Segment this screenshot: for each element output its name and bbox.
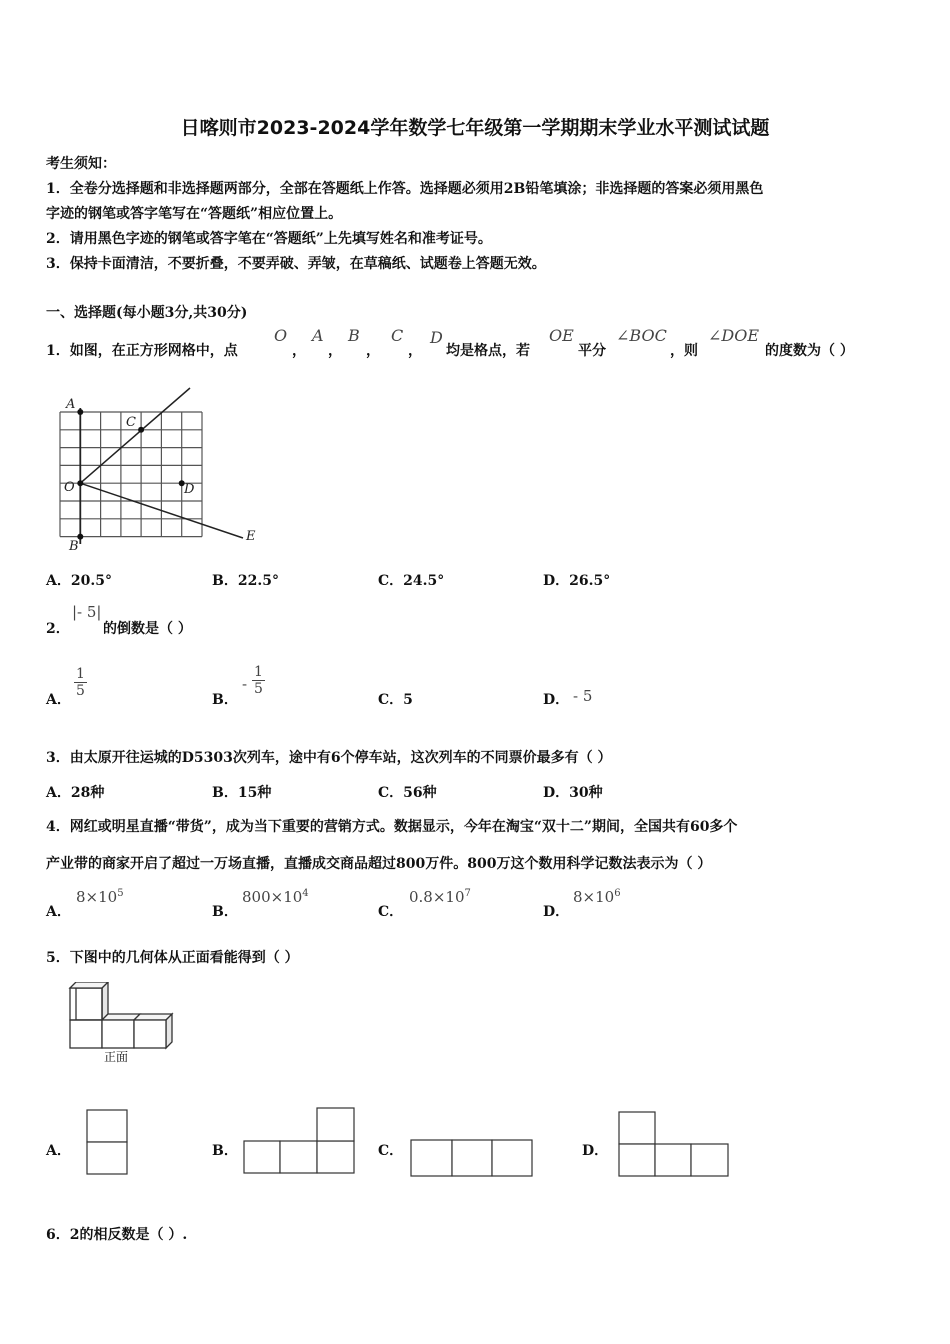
notice-heading: 考生须知： xyxy=(46,156,116,172)
q2-option-b-fraction[interactable] xyxy=(252,664,265,697)
q1-angle-doe: ∠DOE xyxy=(708,326,760,345)
q1-point-b: B xyxy=(348,326,360,345)
grid-lines xyxy=(60,412,202,537)
q2-option-b-sign: - xyxy=(242,675,248,693)
q1-comma: ， xyxy=(292,343,306,359)
fraction-denominator: 5 xyxy=(76,683,85,699)
q1-grid-figure xyxy=(55,382,265,552)
notice-line-3: 3．保持卡面清洁，不要折叠，不要弄破、弄皱，在草稿纸、试题卷上答题无效。 xyxy=(46,256,546,272)
q1-oe: OE xyxy=(549,326,574,345)
q3-option-d[interactable]: D．30种 xyxy=(543,785,603,801)
label-e: E xyxy=(246,529,256,544)
q1-point-o: O xyxy=(274,326,288,345)
q2-option-b-letter[interactable]: B． xyxy=(212,692,238,708)
notice-line-1: 1．全卷分选择题和非选择题两部分，全部在答题纸上作答。选择题必须用2B铅笔填涂；非选择题的答案必须用黑色 xyxy=(46,181,764,197)
q5-text: 5．下图中的几何体从正面看能得到（ ） xyxy=(46,950,299,966)
label-o: O xyxy=(64,480,75,495)
q1-option-a[interactable]: A．20.5° xyxy=(46,573,112,589)
q1-option-d[interactable]: D．26.5° xyxy=(543,573,611,589)
q1-text-3: 平分 xyxy=(578,343,606,359)
q2-option-d-letter[interactable]: D． xyxy=(543,692,570,708)
q2-text: 的倒数是（ ） xyxy=(103,621,192,637)
q5-option-d-figure[interactable] xyxy=(617,1110,731,1178)
q1-option-b[interactable]: B．22.5° xyxy=(212,573,279,589)
q5-option-d-letter[interactable]: D． xyxy=(582,1143,609,1159)
q2-number: 2． xyxy=(46,621,70,637)
label-b: B xyxy=(69,539,79,552)
q1-comma: ， xyxy=(366,343,380,359)
q4-option-a-value: $8\times 10^5$ xyxy=(76,888,124,906)
q5-solid-figure xyxy=(62,982,182,1072)
q5-option-a-figure[interactable] xyxy=(86,1108,130,1176)
ray-oc xyxy=(80,388,190,483)
fraction-numerator: 1 xyxy=(76,666,85,682)
point-o xyxy=(77,480,83,486)
q4-option-a-letter[interactable]: A． xyxy=(46,904,71,920)
q1-point-a: A xyxy=(312,326,324,345)
q3-option-c[interactable]: C．56种 xyxy=(378,785,437,801)
q1-text-4: ，则 xyxy=(670,343,698,359)
q5-option-c-figure[interactable] xyxy=(409,1138,535,1178)
q4-option-c-letter[interactable]: C． xyxy=(378,904,404,920)
q3-option-a[interactable]: A．28种 xyxy=(46,785,105,801)
label-d: D xyxy=(184,482,195,497)
q4-text-line-2: 产业带的商家开启了超过一万场直播，直播成交商品超过800万件。800万这个数用科学记数法表示为（ ） xyxy=(46,856,712,872)
q2-option-c[interactable]: C．5 xyxy=(378,692,413,708)
q1-comma: ， xyxy=(328,343,342,359)
q2-option-a-letter[interactable]: A． xyxy=(46,692,71,708)
q4-option-b-letter[interactable]: B． xyxy=(212,904,238,920)
page-title: 日喀则市2023-2024学年数学七年级第一学期期末学业水平测试试题 xyxy=(180,117,770,139)
q5-option-c-letter[interactable]: C． xyxy=(378,1143,404,1159)
q4-option-d-letter[interactable]: D． xyxy=(543,904,570,920)
notice-line-1b: 字迹的钢笔或答字笔写在“答题纸”相应位置上。 xyxy=(46,206,343,222)
section-heading: 一、选择题(每小题3分,共30分) xyxy=(46,305,248,321)
q2-abs-expr: |- 5| xyxy=(72,603,102,621)
label-a: A xyxy=(66,397,76,412)
q4-option-d-value: $8\times 10^6$ xyxy=(573,888,621,906)
q4-text-line-1: 4．网红或明星直播“带货”，成为当下重要的营销方式。数据显示，今年在淘宝“双十二”期间，全国共有60多个 xyxy=(46,819,738,835)
q1-text-5: 的度数为（ ） xyxy=(765,343,854,359)
q3-option-b[interactable]: B．15种 xyxy=(212,785,272,801)
point-c xyxy=(138,427,144,433)
q1-text-1: 1．如图，在正方形网格中，点 xyxy=(46,343,238,359)
q3-text: 3．由太原开往运城的D5303次列车，途中有6个停车站，这次列车的不同票价最多有（ ） xyxy=(46,750,612,766)
fraction-denominator: 5 xyxy=(254,681,263,697)
q1-point-d: D xyxy=(430,328,443,347)
q1-angle-boc: ∠BOC xyxy=(616,326,667,345)
q1-text-2: 均是格点，若 xyxy=(446,343,530,359)
q1-point-c: C xyxy=(391,326,404,345)
fraction-numerator: 1 xyxy=(254,664,263,680)
q4-option-b-value: $800\times 10^4$ xyxy=(242,888,309,906)
point-a xyxy=(77,409,83,415)
q5-option-b-letter[interactable]: B． xyxy=(212,1143,238,1159)
q4-option-c-value: $0.8\times 10^7$ xyxy=(409,888,471,906)
q6-text: 6．2的相反数是（ ）. xyxy=(46,1227,188,1243)
q1-option-c[interactable]: C．24.5° xyxy=(378,573,445,589)
q2-option-a-fraction[interactable] xyxy=(74,666,87,699)
notice-line-2: 2．请用黑色字迹的钢笔或答字笔在“答题纸”上先填写姓名和准考证号。 xyxy=(46,231,492,247)
q1-comma: ， xyxy=(408,343,422,359)
q5-option-b-figure[interactable] xyxy=(242,1106,358,1176)
front-label: 正面 xyxy=(104,1050,129,1064)
q2-option-d-value: - 5 xyxy=(573,687,593,705)
q5-option-a-letter[interactable]: A． xyxy=(46,1143,71,1159)
label-c: C xyxy=(126,415,136,430)
